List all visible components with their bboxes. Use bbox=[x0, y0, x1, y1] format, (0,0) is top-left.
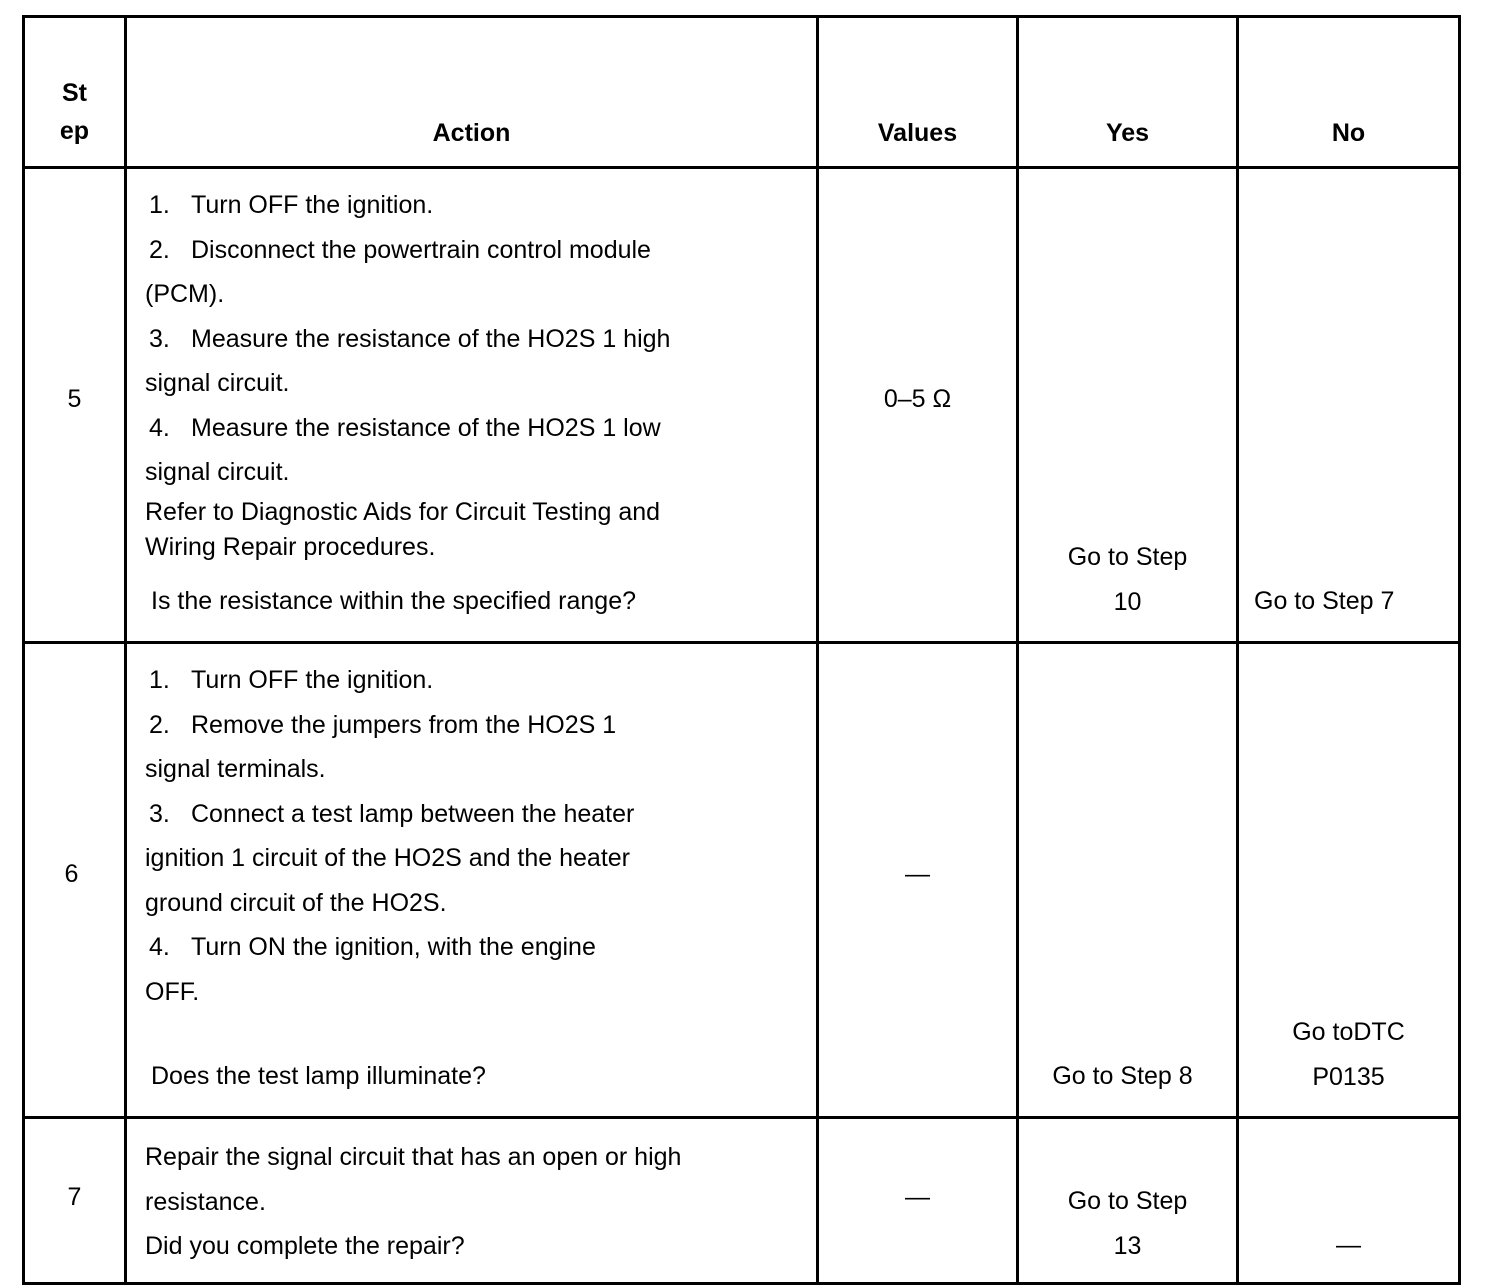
yes-goto-line-2: 10 bbox=[1113, 587, 1142, 616]
no-cell bbox=[1238, 1118, 1460, 1284]
header-yes-label: Yes bbox=[1105, 119, 1150, 147]
header-row bbox=[24, 17, 1460, 168]
action-line: signal terminals. bbox=[145, 755, 326, 783]
value-text: — bbox=[905, 860, 930, 888]
values-cell bbox=[818, 643, 1018, 1118]
header-step-line-1: St bbox=[62, 79, 87, 107]
list-number: 3. bbox=[149, 799, 170, 828]
value-text: — bbox=[905, 1183, 930, 1211]
action-line: Did you complete the repair? bbox=[145, 1232, 465, 1260]
action-cell bbox=[126, 643, 818, 1118]
header-action bbox=[126, 17, 818, 168]
yes-cell bbox=[1018, 643, 1238, 1118]
values-cell bbox=[818, 1118, 1018, 1284]
step-number: 5 bbox=[67, 385, 82, 413]
action-line: Remove the jumpers from the HO2S 1 bbox=[191, 710, 617, 739]
list-number: 3. bbox=[149, 324, 170, 353]
action-line: ground circuit of the HO2S. bbox=[145, 888, 447, 917]
action-line: signal circuit. bbox=[145, 369, 290, 397]
no-cell bbox=[1238, 168, 1460, 643]
action-line: OFF. bbox=[145, 977, 200, 1006]
action-cell bbox=[126, 168, 818, 643]
yes-cell bbox=[1018, 168, 1238, 643]
action-line: Turn OFF the ignition. bbox=[191, 191, 434, 219]
header-values bbox=[818, 17, 1018, 168]
list-number: 4. bbox=[149, 413, 170, 442]
no-goto: — bbox=[1336, 1231, 1361, 1259]
table-row bbox=[24, 1118, 1460, 1284]
header-step-line-2: ep bbox=[59, 117, 90, 145]
action-line: Turn OFF the ignition. bbox=[191, 666, 434, 694]
action-line: Measure the resistance of the HO2S 1 low bbox=[191, 413, 661, 442]
no-goto-line-2: P0135 bbox=[1312, 1062, 1385, 1091]
table-row bbox=[24, 168, 1460, 643]
action-question: Does the test lamp illuminate? bbox=[151, 1062, 486, 1090]
list-number: 1. bbox=[149, 191, 170, 219]
action-line: Turn ON the ignition, with the engine bbox=[191, 933, 596, 961]
diagnostic-table bbox=[22, 15, 1461, 1285]
step-cell bbox=[24, 1118, 126, 1284]
action-line: Measure the resistance of the HO2S 1 high bbox=[191, 324, 671, 353]
yes-goto-line-1: Go to Step bbox=[1067, 543, 1188, 571]
values-cell bbox=[818, 168, 1018, 643]
action-line: (PCM). bbox=[145, 280, 225, 308]
action-line: Repair the signal circuit that has an open or high bbox=[145, 1143, 682, 1171]
action-line: Disconnect the powertrain control module bbox=[191, 235, 651, 264]
list-number: 1. bbox=[149, 666, 170, 694]
no-goto-line-1: Go toDTC bbox=[1292, 1018, 1405, 1046]
action-line: ignition 1 circuit of the HO2S and the heater bbox=[145, 844, 631, 872]
action-question: Is the resistance within the specified range? bbox=[151, 587, 636, 615]
header-yes bbox=[1018, 17, 1238, 168]
action-line: signal circuit. bbox=[145, 458, 290, 486]
action-line: resistance. bbox=[145, 1187, 266, 1216]
value-text: 0–5 Ω bbox=[883, 385, 952, 413]
header-action-label: Action bbox=[432, 119, 511, 147]
header-no bbox=[1238, 17, 1460, 168]
yes-goto-line-1: Go to Step bbox=[1067, 1187, 1188, 1215]
no-cell bbox=[1238, 643, 1460, 1118]
step-cell bbox=[24, 643, 126, 1118]
action-line: Refer to Diagnostic Aids for Circuit Testing and bbox=[145, 497, 661, 526]
step-cell bbox=[24, 168, 126, 643]
list-number: 2. bbox=[149, 710, 170, 739]
table-row bbox=[24, 643, 1460, 1118]
yes-goto-line-2: 13 bbox=[1113, 1231, 1142, 1260]
no-goto: Go to Step 7 bbox=[1254, 587, 1395, 615]
step-number: 7 bbox=[67, 1183, 82, 1211]
list-number: 2. bbox=[149, 235, 170, 264]
action-cell bbox=[126, 1118, 818, 1284]
list-number: 4. bbox=[149, 933, 170, 961]
step-number: 6 bbox=[64, 860, 79, 888]
action-line: Connect a test lamp between the heater bbox=[191, 799, 635, 828]
yes-goto: Go to Step 8 bbox=[1052, 1062, 1193, 1090]
header-no-label: No bbox=[1331, 119, 1366, 147]
header-values-label: Values bbox=[877, 119, 958, 147]
action-line: Wiring Repair procedures. bbox=[145, 532, 436, 561]
header-step bbox=[24, 17, 126, 168]
yes-cell bbox=[1018, 1118, 1238, 1284]
